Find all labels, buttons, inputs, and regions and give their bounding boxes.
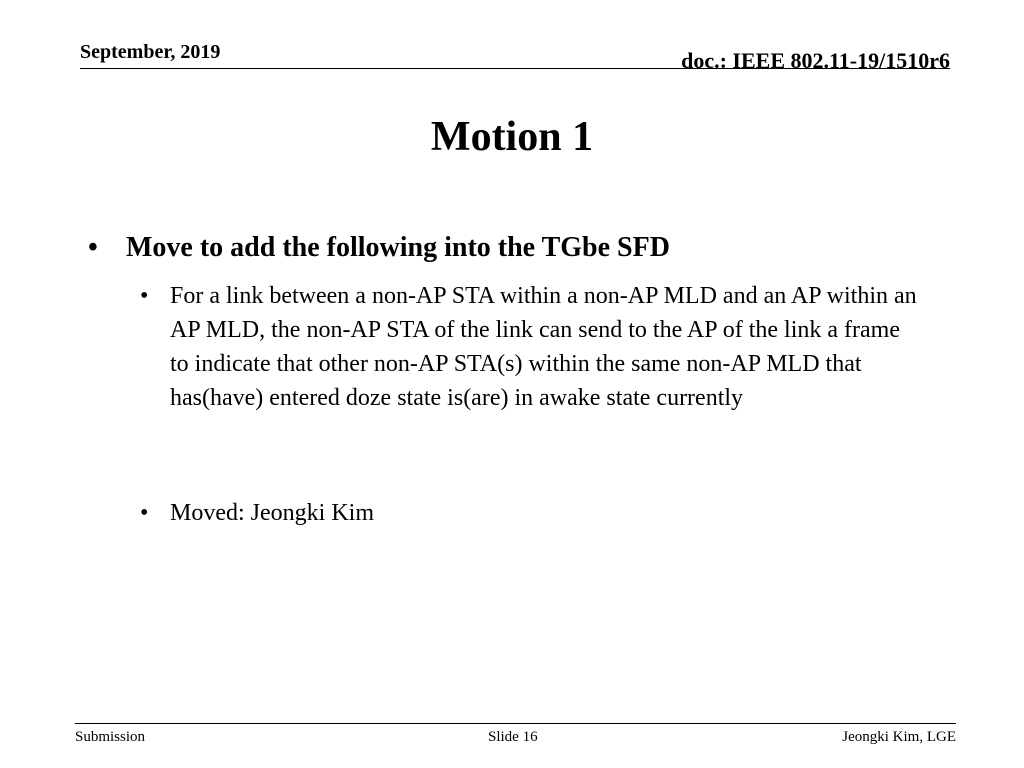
footer-author: Jeongki Kim, LGE [842, 729, 956, 745]
bullet-dot: • [140, 500, 149, 526]
bullet-dot: • [88, 232, 98, 263]
slide-title: Motion 1 [430, 114, 594, 160]
header-date: September, 2019 [80, 41, 221, 63]
footer-slide-number: Slide 16 [488, 729, 538, 745]
bullet-sub-1-text: For a link between a non-AP STA within a non-AP MLD and an AP within an AP MLD, the non-AP STA of the link can send to the AP of the link a frame to indicate that other non-AP STA(s) within the same non-AP MLD that has(have) entered doze state is(are) in awake state currently [170, 283, 917, 411]
bullet-main-text: Move to add the following into the TGbe SFD [126, 232, 670, 263]
footer-submission: Submission [75, 729, 146, 745]
header-doc-id: doc.: IEEE 802.11-19/1510r6 [681, 48, 950, 73]
header-divider [80, 68, 950, 69]
bullet-dot: • [140, 283, 149, 309]
footer-divider [75, 723, 956, 724]
bullet-sub-2-text: Moved: Jeongki Kim [170, 500, 374, 526]
